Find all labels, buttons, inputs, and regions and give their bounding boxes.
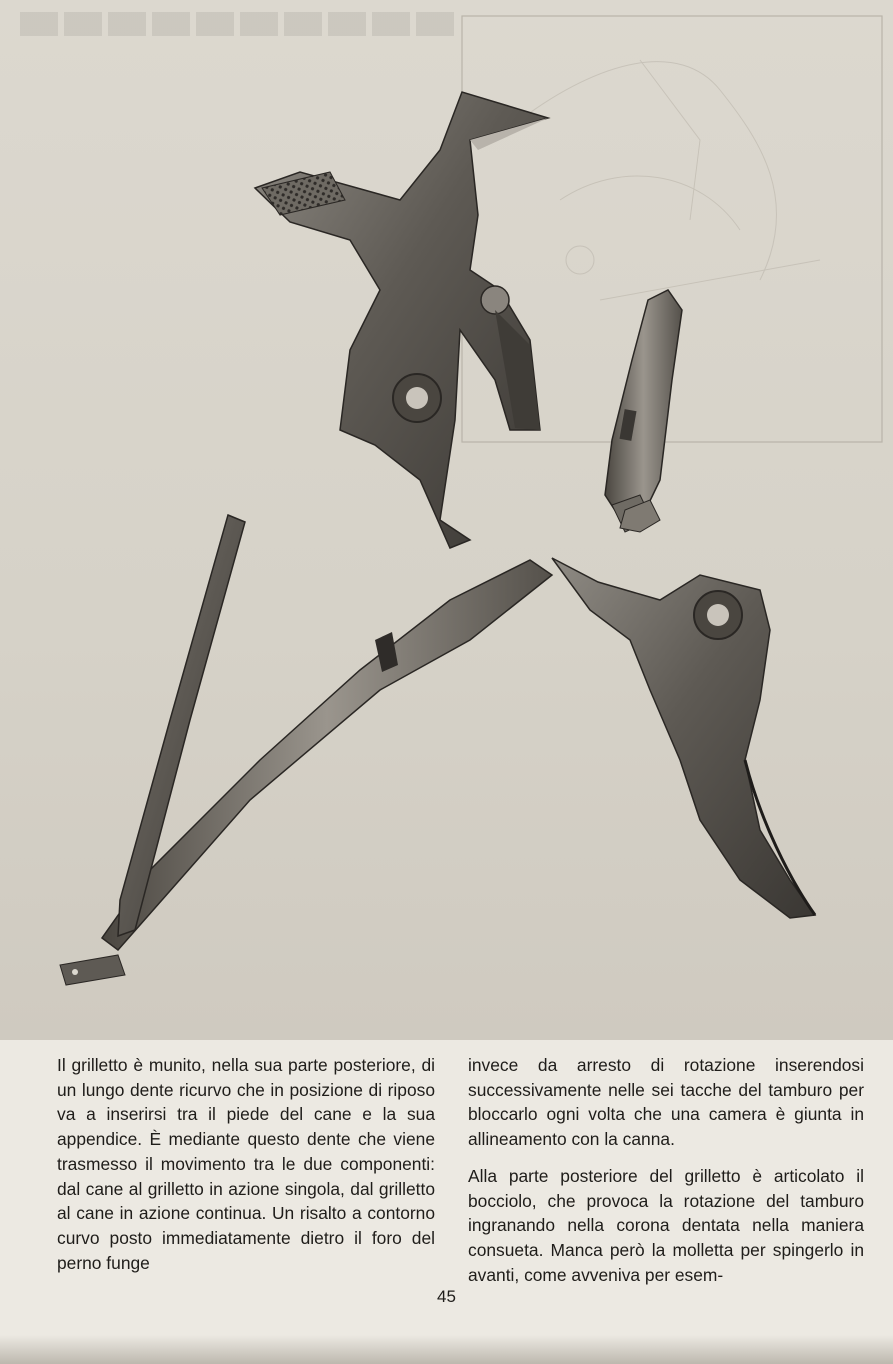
trigger-part: [552, 558, 815, 918]
text-column-left: [57, 1053, 435, 1275]
hand-lever-part: [60, 515, 552, 985]
paragraph-right-1: invece da arresto di rotazione inserendosi successivamente nelle sei tacche del tamburo per bloccarlo ogni volta che una camera è giunta in allineamento con la canna.: [468, 1055, 864, 1150]
page-edge-shadow: [0, 1335, 893, 1364]
hammer-part: [255, 92, 548, 548]
paragraph-right-2: Alla parte posteriore del grilletto è articolato il bocciolo, che provoca la rotazione del tamburo ingranando nella corona dentata nella maniera consueta. Manca però la molletta per spingerlo in avanti, come avveniva per esem-: [468, 1165, 864, 1285]
background-sketch: [520, 60, 820, 300]
cylinder-bolt-part: [605, 290, 682, 532]
page-number: 45: [437, 1287, 456, 1306]
text-column-right: [468, 1053, 864, 1287]
paragraph-left: Il grilletto è munito, nella sua parte posteriore, di un lungo dente ricurvo che in posizione di riposo va a inserirsi tra il piede del cane e la sua appendice. È mediante questo dente che viene trasmesso il movimento tra le due componenti: dal cane al grilletto in azione singola, dal grilletto al cane in azione continua. Un risalto a contorno curvo posto immediatamente dietro il foro del perno funge: [57, 1055, 435, 1273]
